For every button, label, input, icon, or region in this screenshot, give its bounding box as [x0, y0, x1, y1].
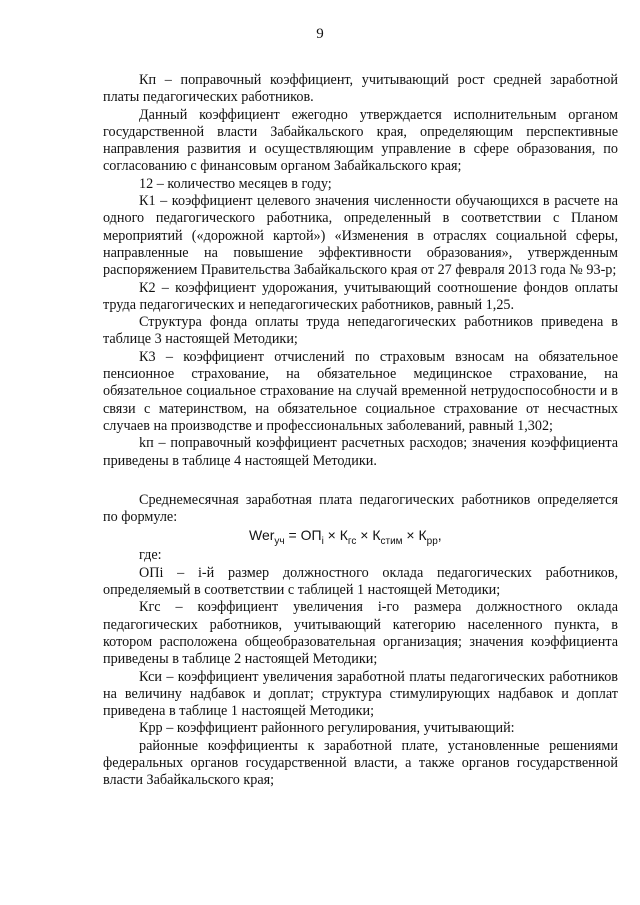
paragraph-months: 12 – количество месяцев в году; [139, 175, 332, 192]
salary-formula [103, 526, 618, 548]
paragraph-k3: К3 – коэффициент отчислений по страховым взносам на обязательное пенсионное страхование, на обязательное медицинское страхование, на обязательное социальное страхование на случай временной нетрудоспособности и в связи с материнством, на обязательное социальное страхование от несчастных случаев на производстве и профессиональных заболеваний, равный 1,302; [103, 348, 618, 434]
formula-times-3: × [402, 527, 419, 544]
formula-end: , [437, 527, 442, 544]
formula-term-kstim-sub: стим [380, 536, 403, 548]
paragraph-k2: К2 – коэффициент удорожания, учитывающий соотношение фондов оплаты труда педагогических и непедагогических работников, равный 1,25. [103, 279, 618, 313]
formula-eq: = [284, 527, 301, 544]
page-number: 9 [316, 26, 324, 42]
formula-lhs-sub: уч [274, 536, 285, 548]
formula-times-1: × [323, 527, 340, 544]
formula-term-krr-sub: рр [426, 536, 438, 548]
paragraph-kp-lower: kп – поправочный коэффициент расчетных расходов; значения коэффициента приведены в таблице 4 настоящей Методики. [103, 435, 618, 469]
paragraph-krr: Крр – коэффициент районного регулирования, учитывающий: [139, 720, 515, 737]
paragraph-regional-coefficients: районные коэффициенты к заработной плате, установленные решениями федеральных органов государственной власти, а также органов государственной власти Забайкальского края; [103, 737, 618, 789]
where-label: где: [139, 547, 162, 564]
formula-term-krr: К [418, 527, 427, 544]
paragraph-ksi: Кси – коэффициент увеличения заработной платы педагогических работников на величину надбавок и доплат; структура стимулирующих надбавок и доплат приведена в таблице 1 настоящей Методики; [103, 668, 618, 720]
paragraph-kp: Кп – поправочный коэффициент, учитывающий рост средней заработной платы педагогических работников. [103, 72, 618, 106]
formula-term-op: ОП [300, 527, 322, 544]
paragraph-fund-structure: Структура фонда оплаты труда непедагогических работников приведена в таблице 3 настоящей Методики; [103, 314, 618, 348]
formula-lhs: Wer [249, 527, 275, 544]
formula-term-kstim: К [372, 527, 381, 544]
paragraph-kgs: Кгс – коэффициент увеличения i-го размера должностного оклада педагогических работников, учитывающий категорию населенного пункта, в котором расположена общеобразовательная организация; значения коэффициента приведены в таблице 2 настоящей Методики; [103, 599, 618, 668]
formula-times-2: × [356, 527, 373, 544]
paragraph-coefficient-approval: Данный коэффициент ежегодно утверждается исполнительным органом государственной власти Забайкальского края, определяющим перспективные направления развития и осуществляющим управление в сфере образования, по согласованию с финансовым органом Забайкальского края; [103, 106, 618, 175]
formula-term-kgs-sub: гс [347, 536, 357, 548]
formula-term-kgs: К [339, 527, 348, 544]
paragraph-k1: К1 – коэффициент целевого значения численности обучающихся в расчете на одного педагогического работника, определенный в соответствии с Планом мероприятий («дорожной картой») «Изменения в отраслях социальной сферы, направленные на повышение эффективности образования», утвержденным распоряжением Правительства Забайкальского края от 27 февраля 2013 года № 93-р; [103, 193, 618, 279]
paragraph-average-salary: Среднемесячная заработная плата педагогических работников определяется по формуле: [103, 491, 618, 526]
paragraph-opi: ОПi – i-й размер должностного оклада педагогических работников, определяемый в соответствии с таблицей 1 настоящей Методики; [103, 564, 618, 599]
document-body [103, 72, 618, 790]
formula-term-op-sub: i [321, 536, 324, 548]
